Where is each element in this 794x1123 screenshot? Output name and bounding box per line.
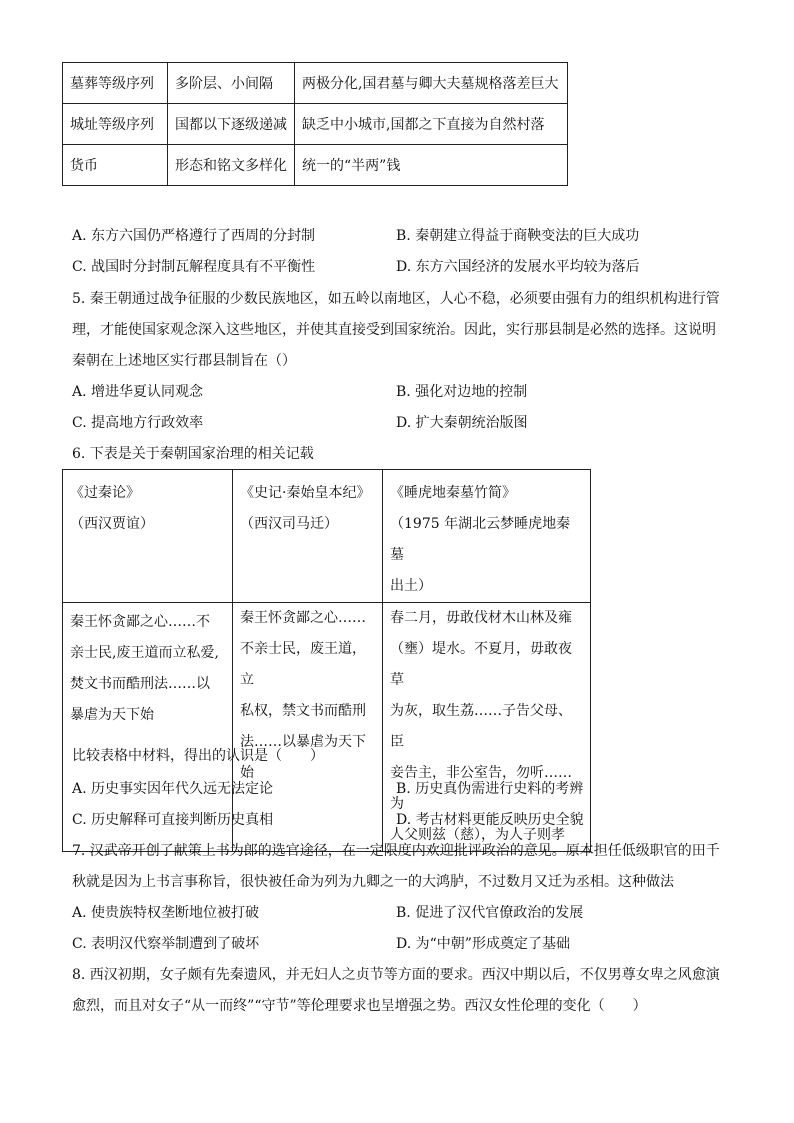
q7-option-a[interactable]: A. 使贵族特权垄断地位被打破 [72,905,260,921]
q4-option-d[interactable]: D. 东方六国经济的发展水平均较为落后 [396,259,640,275]
q7-option-b[interactable]: B. 促进了汉代官僚政治的发展 [396,905,584,921]
cell-line: 妾告主，非公室告，勿听……为 [390,765,572,812]
comparison-table [62,62,568,186]
table-cell: 货币 [63,145,168,186]
q6-option-d[interactable]: D. 考古材料更能反映历史全貌 [396,812,584,828]
cell-line: （壅）堤水。不夏月，毋敢夜草 [390,641,572,688]
q7-stem-line: 7. 汉武帝开创了献策上书为郎的选官途径，在一定限度内欢迎批评政治的意见。原本担任低级职官的田千 [72,843,720,859]
table-header-cell [233,470,383,603]
source-title: 《过秦论》 [70,485,140,501]
cell-line: 秦王怀贪鄙之心…… [240,610,366,626]
table-row [63,104,568,145]
cell-line: 不亲士民，废王道，立 [240,641,366,688]
source-author: 出土） [390,578,432,594]
table-cell: 形态和铭文多样化 [168,145,295,186]
q8-stem-line: 8. 西汉初期，女子颇有先秦遗风，并无妇人之贞节等方面的要求。西汉中期以后，不仅男尊女卑之风愈演 [72,967,720,983]
cell-line: 始 [240,765,254,781]
table-cell: 缺乏中小城市,国都之下直接为自然村落 [295,104,568,145]
table-header-cell [383,470,591,603]
q6-option-b[interactable]: B. 历史真伪需进行史料的考辨 [396,781,584,797]
q6-stem: 6. 下表是关于秦朝国家治理的相关记载 [72,446,314,462]
source-author: （西汉贾谊） [70,516,154,532]
table-row [63,145,568,186]
cell-line: 为灰，取生荔……子告父母、臣 [390,703,572,750]
q4-option-a[interactable]: A. 东方六国仍严格遵行了西周的分封制 [72,228,316,244]
q7-option-c[interactable]: C. 表明汉代察举制遭到了破坏 [72,936,260,952]
table-header-row [63,470,591,603]
source-author: （西汉司马迁） [240,516,338,532]
cell-line: 法……以暴虐为天下 [240,734,366,750]
cell-line: 私权，禁文书而酷刑 [240,703,366,719]
q5-stem-line: 秦朝在上述地区实行郡县制旨在（） [72,353,296,369]
table-cell: 墓葬等级序列 [63,63,168,104]
q4-option-b[interactable]: B. 秦朝建立得益于商鞅变法的巨大成功 [396,228,640,244]
table-cell: 多阶层、小间隔 [168,63,295,104]
cell-line: 秦王怀贪鄙之心……不 [70,614,210,630]
cell-line: 亲士民,废王道而立私爱, [70,645,219,661]
cell-line: 春二月，毋敢伐材木山林及雍 [390,610,572,626]
q8-stem-line: 愈烈，而且对女子“从一而终”“守节”等伦理要求也呈增强之势。西汉女性伦理的变化（ ） [72,998,647,1014]
table-cell: 国都以下逐级递减 [168,104,295,145]
q6-option-c[interactable]: C. 历史解释可直接判断历史真相 [72,812,274,828]
cell-line: 人父则兹（慈），为人子则孝 [390,827,565,843]
source-title: 《睡虎地秦墓竹简》 [390,485,516,501]
q4-option-c[interactable]: C. 战国时分封制瓦解程度具有不平衡性 [72,259,316,275]
q5-option-a[interactable]: A. 增进华夏认同观念 [72,384,204,400]
q5-option-b[interactable]: B. 强化对边地的控制 [396,384,528,400]
q7-stem-line: 秋就是因为上书言事称旨，很快被任命为列为九卿之一的大鸿胪，不过数月又迁为丞相。这种做法 [72,874,674,890]
q6-option-a[interactable]: A. 历史事实因年代久远无法定论 [72,781,274,797]
table-cell: 城址等级序列 [63,104,168,145]
q5-option-d[interactable]: D. 扩大秦朝统治版图 [396,415,528,431]
table-row [63,63,568,104]
q7-option-d[interactable]: D. 为“中朝”形成奠定了基础 [396,936,570,952]
q5-option-c[interactable]: C. 提高地方行政效率 [72,415,204,431]
table-cell: 两极分化,国君墓与卿大夫墓规格落差巨大 [295,63,568,104]
q6-question: 比较表格中材料，得出的认识是（ ） [72,748,324,764]
source-author: （1975 年湖北云梦睡虎地秦墓 [390,516,571,563]
q5-stem-line: 理，才能使国家观念深入这些地区，并使其直接受到国家统治。因此，实行那县制是必然的选择。这说明 [72,322,716,338]
table-cell: 统一的“半两”钱 [295,145,568,186]
cell-line: 焚文书而酷刑法……以 [70,676,210,692]
source-title: 《史记·秦始皇本纪》 [240,485,371,501]
q5-stem-line: 5. 秦王朝通过战争征服的少数民族地区，如五岭以南地区，人心不稳，必须要由强有力的组织机构进行管 [72,291,720,307]
table-header-cell [63,470,233,603]
cell-line: 暴虐为天下始 [70,707,154,723]
